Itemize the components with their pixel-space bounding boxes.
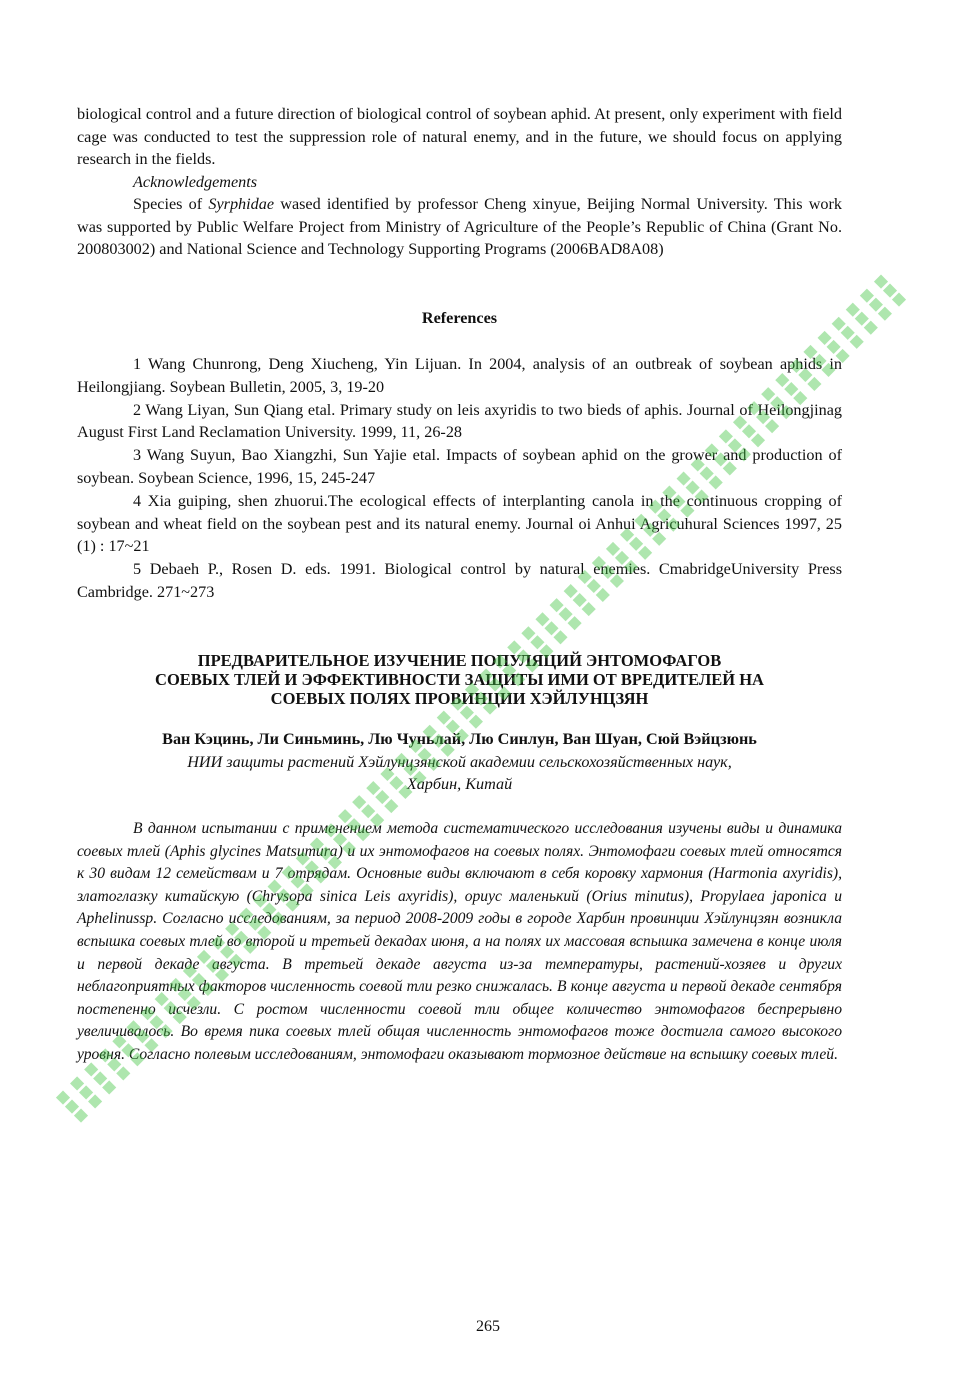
watermark-block	[74, 1109, 88, 1123]
watermark-block	[437, 711, 451, 725]
reference-item: 1 Wang Chunrong, Deng Xiucheng, Yin Lijuan. In 2004, analysis of an outbreak of soybean aphids in Heilongjiang. Soybean Bulletin, 2005, 3, 19-20	[77, 355, 842, 396]
reference-item: 3 Wang Suyun, Bao Xiangzhi, Sun Yajie etal. Impacts of soybean aphid on the grower and production of soybean. Soybean Science, 1996, 15, 245-247	[77, 446, 842, 487]
russian-article-authors: Ван Кэцинь, Ли Синьминь, Лю Чуньлай, Лю Синлун, Ван Шуан, Сюй Вэйцзюнь	[162, 730, 757, 748]
watermark-block	[892, 293, 906, 307]
watermark-block	[827, 340, 841, 354]
watermark-block	[544, 621, 558, 635]
watermark-block	[846, 303, 860, 317]
reference-item: 2 Wang Liyan, Sun Qiang etal. Primary study on leis axyridis to two bieds of aphis. Journal of Heilongjinag August First Land Reclamation University. 1999, 11, 26-28	[77, 400, 842, 442]
reference-item: 4 Xia guiping, shen zhuorui.The ecological effects of interplanting canola in the continuous cropping of soybean and wheat field on the soybean pest and its natural enemy. Journal oi Anhui Agricuhural Sciences 1997, 25 (1) : 17~21	[77, 491, 842, 556]
intro-section	[77, 103, 842, 261]
watermark-block	[878, 307, 892, 321]
references-title: References	[421, 309, 498, 327]
title-line: ПРЕДВАРИТЕЛЬНОЕ ИЗУЧЕНИЕ ПОПУЛЯЦИЙ ЭНТОМОФАГОВ	[197, 651, 722, 670]
watermark-block	[568, 616, 582, 630]
watermark-block	[116, 1066, 130, 1080]
affiliation-line: НИИ защиты растений Хэйлунцзянской академии сельскохозяйственных наук,	[187, 753, 732, 771]
russian-article-abstract: В данном испытании с применением метода систематического исследования изучены виды и динамика соевых тлей (Aphis glycines Matsumura) и их энтомофагов на соевых полях. Энтомофаги соевых тлей относятся к 30 видам 12 семействам и 7 отрядам. Основные виды включают в себя коровку хармония (Harmonia axyridis), златоглазку китайскую (Chrysopa sinica Leis axyridis), ориус маленький (Orius minutus), Propylaea japonica и Aphelinussp. Согласно исследованиям, за период 2008-2009 годы в городе Харбин провинции Хэйлунцзян возникла вспышка соевых тлей во второй и третьей декадах июня, а на полях их массовая вспышка замечена в конце июля и первой декаде августа. В третьей декаде августа из-за температуры, растений-хозяев и других неблагоприятных факторов численность соевой тли резко снижалась. В конце августа и первой декаде сентября постепенно исчезли. С ростом численности соевой тли общее количество энтомофагов беспрерывно увеличивалось. Во время пика соевых тлей общая численность энтомофагов тоже достигла самого высокого уровня. Согласно полевым исследованиям, энтомофаги оказывают тормозное действие на вспышку соевых тлей.	[77, 820, 842, 1063]
watermark-block	[102, 1080, 116, 1094]
watermark-block	[883, 284, 897, 298]
reference-item: 5 Debaeh P., Rosen D. eds. 1991. Biological control by natural enemies. CmabridgeUniversity Press Cambridge. 271~273	[77, 560, 842, 601]
watermark-block	[88, 1094, 102, 1108]
watermark-block	[553, 630, 567, 644]
watermark-block	[860, 289, 874, 303]
watermark-block	[535, 612, 549, 626]
watermark-block	[93, 1071, 107, 1085]
watermark-block	[818, 331, 832, 345]
watermark-block	[841, 326, 855, 340]
acknowledgements-paragraph	[77, 193, 842, 261]
watermark-block	[850, 335, 864, 349]
watermark-block	[384, 799, 398, 813]
watermark-block	[56, 1091, 70, 1105]
watermark-block	[469, 715, 483, 729]
watermark-block	[869, 298, 883, 312]
references-list	[77, 353, 842, 604]
russian-article-title	[77, 651, 842, 708]
acknowledgements-title: Acknowledgements	[133, 172, 258, 191]
watermark-block	[361, 804, 375, 818]
page-number: 265	[476, 1318, 500, 1335]
title-line: СОЕВЫХ ТЛЕЙ И ЭФФЕКТИВНОСТИ ЗАЩИТЫ ИМИ ОТ ВРЕДИТЕЛЕЙ НА	[155, 670, 764, 689]
ack-text-after: wased identified by professor Cheng xinyue, Beijing Normal University. This work was supported by Public Welfare Project from Ministry of Agriculture of the People’s Republic of China (Grant No. 200803002) and National Science and Technology Supporting Programs (2006BAD8A08)	[77, 195, 842, 258]
watermark-block	[521, 626, 535, 640]
watermark-block	[855, 312, 869, 326]
ack-text-before: Species of	[133, 195, 209, 213]
affiliation-line: Харбин, Китай	[406, 775, 513, 793]
title-line: СОЕВЫХ ПОЛЯХ ПРОВИНЦИИ ХЭЙЛУНЦЗЯН	[270, 689, 649, 708]
intro-paragraph: biological control and a future direction of biological control of soybean aphid. At present, only experiment with field cage was conducted to test the suppression role of natural enemy, and in the future, we should focus on applying research in the fields.	[77, 105, 842, 168]
watermark-block	[559, 607, 573, 621]
watermark-block	[79, 1085, 93, 1099]
watermark-block	[70, 1076, 84, 1090]
russian-article-affiliation	[77, 751, 842, 795]
watermark-block	[65, 1100, 79, 1114]
watermark-block	[874, 275, 888, 289]
watermark-block	[582, 602, 596, 616]
watermark-block	[530, 635, 544, 649]
watermark-block	[352, 795, 366, 809]
watermark-block	[864, 321, 878, 335]
ack-taxon: Syrphidae	[208, 195, 275, 213]
